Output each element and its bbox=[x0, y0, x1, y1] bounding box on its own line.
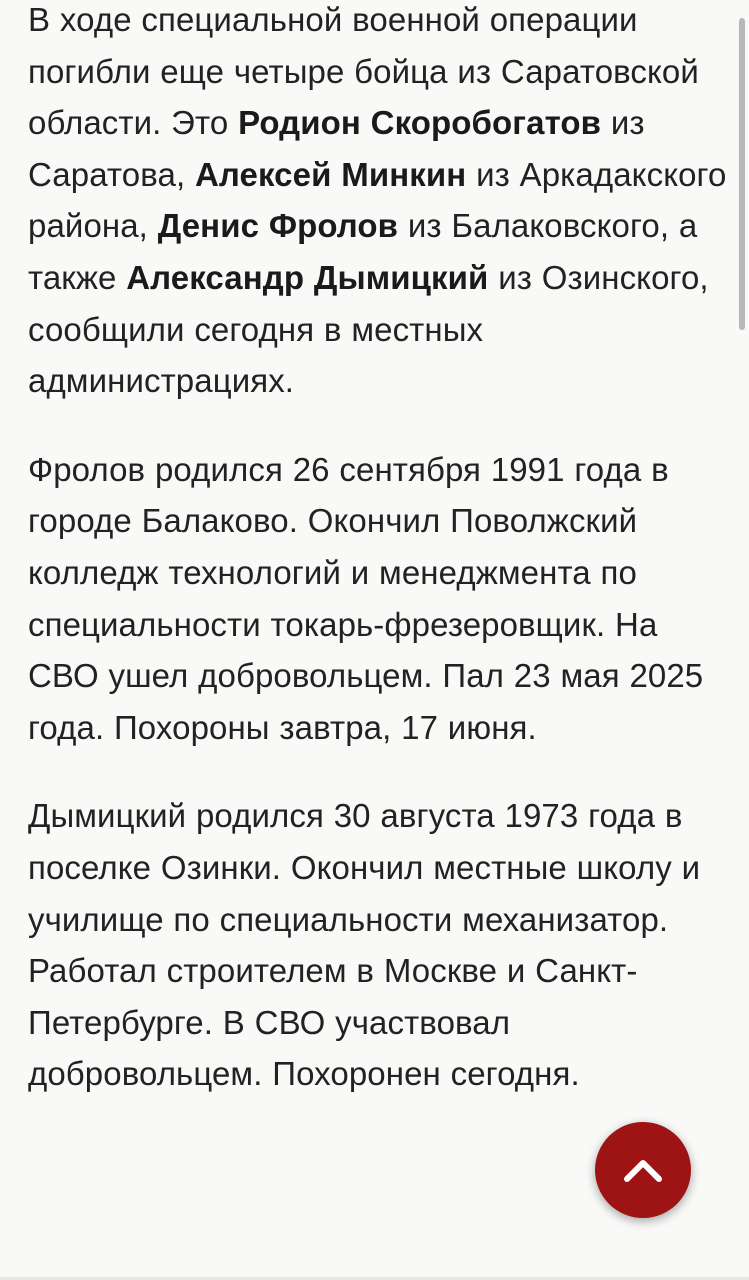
paragraph-intro bbox=[28, 0, 728, 407]
chevron-up-icon bbox=[623, 1157, 663, 1183]
name-skorobogatov: Родион Скоробогатов bbox=[238, 104, 602, 142]
scrollbar-thumb[interactable] bbox=[739, 18, 745, 330]
name-frolov: Денис Фролов bbox=[157, 207, 399, 245]
name-dymitsky: Александр Дымицкий bbox=[126, 258, 489, 296]
intro-text-5: из Озинского, сообщили сегодня в местных администрациях. bbox=[28, 258, 709, 400]
name-minkin: Алексей Минкин bbox=[194, 155, 467, 193]
intro-text-3: из Аркадакского района, bbox=[28, 155, 727, 245]
scroll-to-top-button[interactable] bbox=[595, 1122, 691, 1218]
paragraph-frolov: Фролов родился 26 сентября 1991 года в городе Балаково. Окончил Поволжский колледж технологий и менеджмента по специальности токарь-фрезеровщик. На СВО ушел добровольцем. Пал 23 мая 2025 года. Похороны завтра, 17 июня. bbox=[28, 450, 704, 746]
intro-text-1: В ходе специальной военной операции погибли еще четыре бойца из Саратовской области. Это bbox=[28, 1, 699, 142]
article-body bbox=[28, 0, 728, 1100]
intro-text-4: из Балаковского, а также bbox=[28, 207, 698, 296]
paragraph-dymitsky: Дымицкий родился 30 августа 1973 года в поселке Озинки. Окончил местные школу и училище по специальности механизатор. Работал строителем в Москве и Санкт-Петербурге. В СВО участвовал добровольцем. Похоронен сегодня. bbox=[28, 797, 701, 1093]
intro-text-2: из Саратова, bbox=[28, 104, 645, 193]
